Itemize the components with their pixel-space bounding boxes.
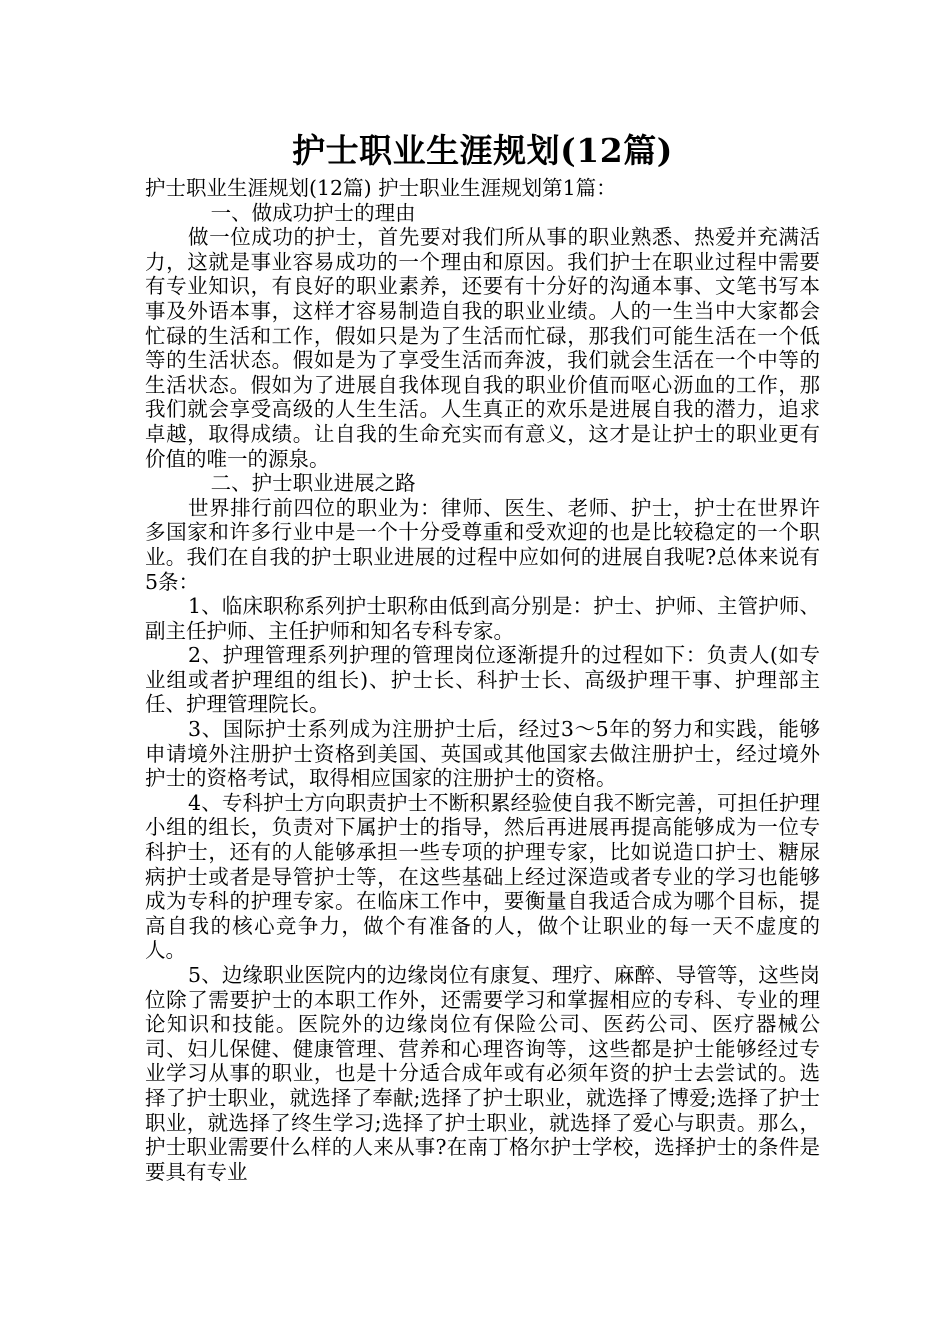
list-item-4: 4、专科护士方向职责护士不断积累经验使自我不断完善，可担任护理小组的组长，负责对下属护士的指导，然后再进展再提高能够成为一位专科护士，还有的人能够承担一些专项的护理专家，比如说造口护士、糖尿病护士或者是导管护士等，在这些基础上经过深造或者专业的学习也能够成为专科的护理专家。在临床工作中，要衡量自我适合成为哪个目标，提高自我的核心竞争力，做个有准备的人，做个让职业的每一天不虚度的人。 xyxy=(145,790,820,963)
document-title: 护士职业生涯规划(12篇) xyxy=(292,131,673,170)
list-item-5: 5、边缘职业医院内的边缘岗位有康复、理疗、麻醉、导管等，这些岗位除了需要护士的本职工作外，还需要学习和掌握相应的专科、专业的理论知识和技能。医院外的边缘岗位有保险公司、医药公司、医疗器械公司、妇儿保健、健康管理、营养和心理咨询等，这些都是护士能够经过专业学习从事的职业，也是十分适合成年或有必须年资的护士去尝试的。选择了护士职业，就选择了奉献;选择了护士职业，就选择了博爱;选择了护士职业，就选择了终生学习;选择了护士职业，就选择了爱心与职责。那么，护士职业需要什么样的人来从事?在南丁格尔护士学校，选择护士的条件是要具有专业 xyxy=(145,963,820,1184)
list-item-1: 1、临床职称系列护士职称由低到高分别是：护士、护师、主管护师、副主任护师、主任护师和知名专科专家。 xyxy=(145,594,820,643)
section2-paragraph: 世界排行前四位的职业为：律师、医生、老师、护士，护士在世界许多国家和许多行业中是一个十分受尊重和受欢迎的也是比较稳定的一个职业。我们在自我的护士职业进展的过程中应如何的进展自我呢?总体来说有5条： xyxy=(145,495,820,594)
section2-heading: 二、护士职业进展之路 xyxy=(210,471,416,496)
section1-heading: 一、做成功护士的理由 xyxy=(210,200,416,225)
document-subtitle: 护士职业生涯规划(12篇) 护士职业生涯规划第1篇： xyxy=(145,176,617,200)
list-item-3: 3、国际护士系列成为注册护士后，经过3～5年的努力和实践，能够申请境外注册护士资格到美国、英国或其他国家去做注册护士，经过境外护士的资格考试，取得相应国家的注册护士的资格。 xyxy=(145,717,820,791)
section1-paragraph: 做一位成功的护士，首先要对我们所从事的职业熟悉、热爱并充满活力，这就是事业容易成功的一个理由和原因。我们护士在职业过程中需要有专业知识，有良好的职业素养，还要有十分好的沟通本事、文笔书写本事及外语本事，这样才容易制造自我的职业业绩。人的一生当中大家都会忙碌的生活和工作，假如只是为了生活而忙碌，那我们可能生活在一个低等的生活状态。假如是为了享受生活而奔波，我们就会生活在一个中等的生活状态。假如为了进展自我体现自我的职业价值而呕心沥血的工作，那我们就会享受高级的人生生活。人生真正的欢乐是进展自我的潜力，追求卓越，取得成绩。让自我的生命充实而有意义，这才是让护士的职业更有价值的唯一的源泉。 xyxy=(145,225,820,471)
list-item-2: 2、护理管理系列护理的管理岗位逐渐提升的过程如下：负责人(如专业组或者护理组的组长)、护士长、科护士长、高级护理干事、护理部主任、护理管理院长。 xyxy=(145,643,820,717)
document-page xyxy=(145,128,820,1184)
